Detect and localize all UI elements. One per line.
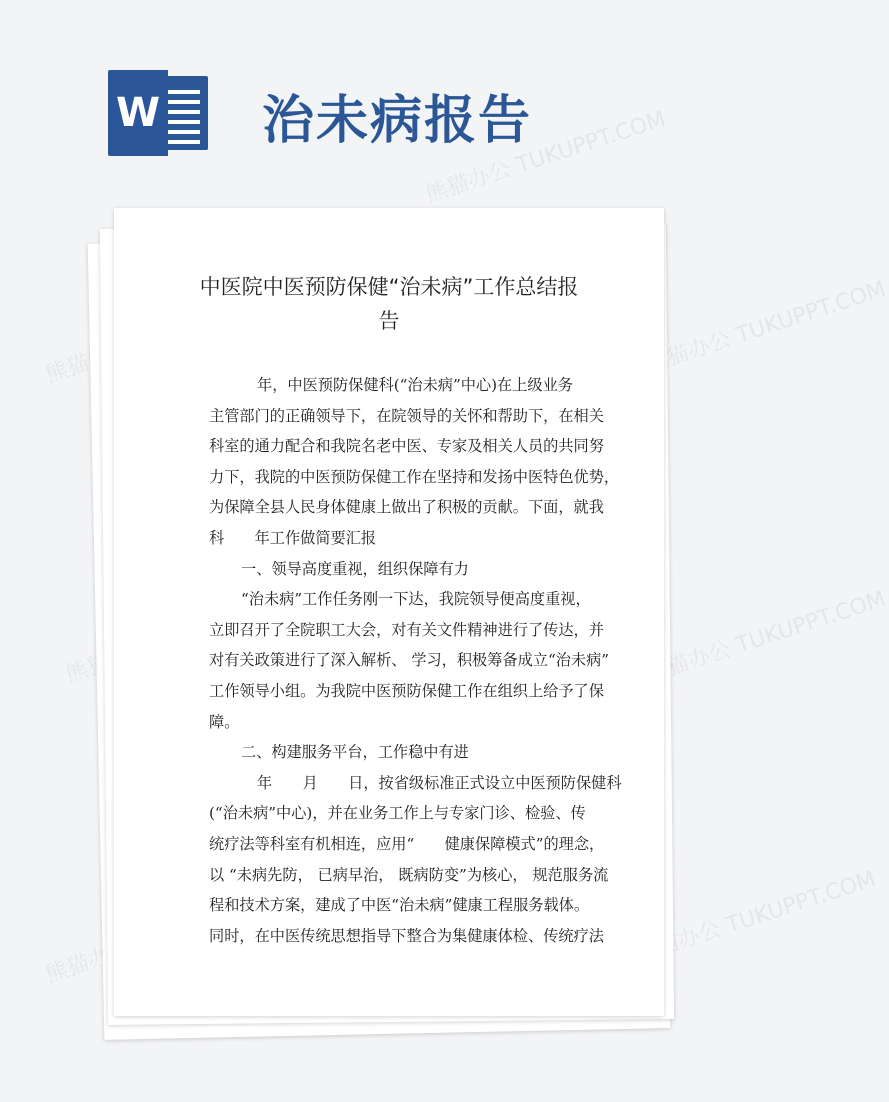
header	[0, 0, 780, 200]
paragraph-line: 工作领导小组。为我院中医预防保健工作在组织上给予了保	[209, 681, 604, 700]
paragraph-line: 立即召开了全院职工大会，对有关文件精神进行了传达，并	[209, 620, 604, 639]
watermark: 熊猫办公 TUKUPPT.COM	[642, 276, 889, 378]
paragraph-line: 统疗法等科室有机相连，应用“ 健康保障模式”的理念，	[209, 834, 605, 853]
banner-title: 治未病报告	[262, 90, 533, 151]
paragraph-line: 力下，我院的中医预防保健工作在坚持和发扬中医特色优势，	[209, 467, 620, 486]
document-title-line-1: 中医院中医预防保健“治未病”工作总结报	[199, 275, 579, 299]
paragraph-line: 年，中医预防保健科(“治未病”中心)在上级业务	[257, 376, 573, 394]
paragraph-line: 程和技术方案，建成了中医“治未病”健康工程服务载体。	[209, 896, 590, 915]
document-page	[114, 208, 664, 1016]
word-icon-letter: W	[108, 70, 168, 156]
paragraph-line: 主管部门的正确领导下，在院领导的关怀和帮助下，在相关	[209, 406, 604, 425]
section-heading-1: 一、领导高度重视，组织保障有力	[241, 559, 469, 578]
paragraph-line: 同时，在中医传统思想指导下整合为集健康体检、传统疗法	[209, 926, 604, 945]
paragraph-line: 对有关政策进行了深入解析、 学习，积极筹备成立“治未病”	[209, 651, 610, 670]
paragraph-line: 障。	[209, 712, 240, 731]
paragraph-line: “治未病”工作任务刚一下达，我院领导便高度重视，	[241, 590, 591, 609]
paragraph-line: 为保障全县人民身体健康上做出了积极的贡献。下面，就我	[209, 498, 604, 517]
paragraph-line: 以 “未病先防， 已病早治， 既病防变”为核心， 规范服务流	[209, 865, 609, 884]
watermark: 熊猫办公 TUKUPPT.COM	[632, 866, 879, 968]
section-heading-2: 二、构建服务平台，工作稳中有进	[241, 743, 469, 762]
watermark: 熊猫办公 TUKUPPT.COM	[422, 106, 669, 208]
paragraph-line: 科室的通力配合和我院名老中医、专家及相关人员的共同努	[209, 437, 604, 456]
watermark: 熊猫办公 TUKUPPT.COM	[642, 586, 889, 688]
watermark: 熊猫办公	[42, 337, 135, 388]
paragraph-line: 年 月 日，按省级标准正式设立中医预防保健科	[257, 773, 622, 792]
document-body	[209, 370, 622, 951]
watermark: 熊猫办公	[42, 937, 135, 988]
paragraph-line: (“治未病”中心)，并在业务工作上与专家门诊、检验、传	[209, 804, 586, 823]
word-document-icon	[108, 70, 208, 156]
document-title-line-2: 告	[378, 309, 400, 333]
paragraph-line: 科 年工作做简要汇报	[209, 528, 377, 547]
document-title	[114, 270, 664, 338]
